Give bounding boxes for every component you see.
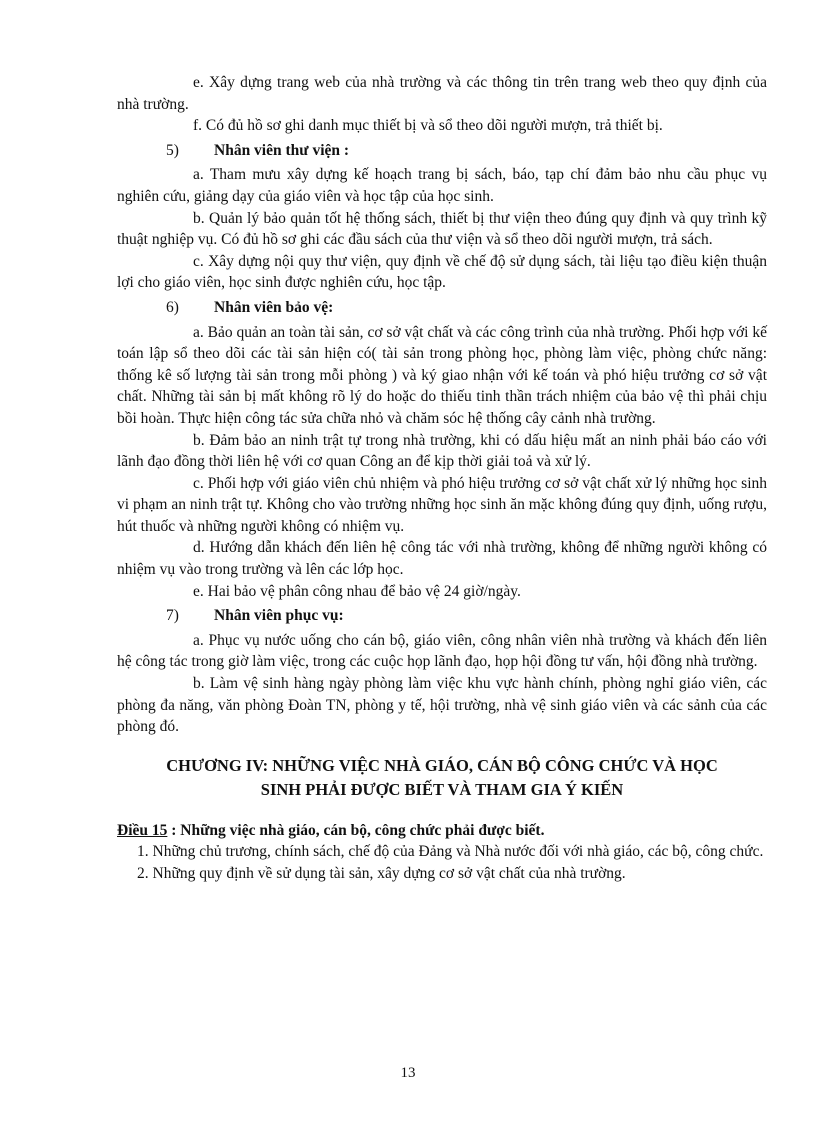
page-number: 13 xyxy=(400,1065,416,1081)
chapter-heading-line: SINH PHẢI ĐƯỢC BIẾT VÀ THAM GIA Ý KIẾN xyxy=(260,779,624,799)
page-content xyxy=(117,72,767,885)
section-title: Nhân viên phục vụ: xyxy=(214,607,344,625)
section-title: Nhân viên thư viện : xyxy=(214,141,350,159)
list-item: 2. Những quy định về sử dụng tài sản, xây dựng cơ sở vật chất của nhà trường. xyxy=(137,865,626,882)
section-number: 5) xyxy=(166,141,179,159)
section-title: Nhân viên bảo vệ: xyxy=(214,298,334,316)
paragraph-item: b. Đảm bảo an ninh trật tự trong nhà trường, khi có dấu hiệu mất an ninh phải báo cáo với lãnh đạo đồng thời liên hệ với cơ quan Công an để kịp thời giải toả và xử lý. xyxy=(117,431,767,471)
paragraph-item: a. Tham mưu xây dựng kế hoạch trang bị sách, báo, tạp chí đảm bảo nhu cầu phục vụ nghiên cứu, giảng dạy của giáo viên và học tập của học sinh. xyxy=(117,166,767,205)
article-heading xyxy=(117,820,767,842)
paragraph-item: c. Xây dựng nội quy thư viện, quy định về chế độ sử dụng sách, tài liệu tạo điều kiện thuận lợi cho giáo viên, học sinh được nghiên cứu, học tập. xyxy=(117,252,767,292)
section-number: 7) xyxy=(166,607,179,625)
paragraph-item-e: e. Xây dựng trang web của nhà trường và các thông tin trên trang web theo quy định của nhà trường. xyxy=(117,74,767,113)
section-heading-5 xyxy=(117,140,767,162)
article-label: Điều 15 xyxy=(117,821,168,839)
paragraph-item: c. Phối hợp với giáo viên chủ nhiệm và phó hiệu trưởng cơ sở vật chất xử lý những học sinh vi phạm an ninh trật tự. Không cho vào trường những học sinh ăn mặc không đúng quy định, uống rượu, hút thuốc và những người không có nhiệm vụ. xyxy=(117,474,767,535)
chapter-heading xyxy=(117,754,767,802)
paragraph-item: b. Quản lý bảo quản tốt hệ thống sách, thiết bị thư viện theo đúng quy định và quy trình kỹ thuật nghiệp vụ. Có đủ hồ sơ ghi các đầu sách của thư viện và sổ theo dõi người mượn, trả sách. xyxy=(117,209,767,249)
section-number: 6) xyxy=(166,298,179,316)
paragraph-item: a. Bảo quản an toàn tài sản, cơ sở vật chất và các công trình của nhà trường. Phối hợp với kế toán lập sổ theo dõi các tài sản hiện có( tài sản trong phòng học, phòng làm việc, phòng chức năng: thống kê số lượng tài sản trong mỗi phòng ) và ký giao nhận với kế toán và phó hiệu trưởng cơ sở vật chất. Những tài sản bị mất không rõ lý do hoặc do thiếu tinh thần trách nhiệm của bảo vệ thì phải chịu bồi hoàn. Thực hiện công tác sửa chữa nhỏ và chăm sóc hệ thống cây cảnh nhà trường. xyxy=(117,323,767,427)
paragraph-item: a. Phục vụ nước uống cho cán bộ, giáo viên, công nhân viên nhà trường và khách đến liên hệ công tác trong giờ làm việc, trong các cuộc họp lãnh đạo, họp hội đồng tư vấn, hội đồng nhà trường. xyxy=(117,631,767,671)
paragraph-item: b. Làm vệ sinh hàng ngày phòng làm việc khu vực hành chính, phòng nghỉ giáo viên, các phòng đa năng, văn phòng Đoàn TN, phòng y tế, hội trường, nhà vệ sinh giáo viên và các sảnh của các phòng đó. xyxy=(117,675,767,736)
paragraph-item-f: f. Có đủ hồ sơ ghi danh mục thiết bị và sổ theo dõi người mượn, trả thiết bị. xyxy=(193,117,663,135)
section-heading-7 xyxy=(117,605,767,627)
list-item: 1. Những chủ trương, chính sách, chế độ của Đảng và Nhà nước đối với nhà giáo, các bộ, công chức. xyxy=(137,843,764,861)
chapter-heading-line: CHƯƠNG IV: NHỮNG VIỆC NHÀ GIÁO, CÁN BỘ CÔNG CHỨC VÀ HỌC xyxy=(166,755,718,775)
paragraph-item: e. Hai bảo vệ phân công nhau để bảo vệ 24 giờ/ngày. xyxy=(193,582,521,600)
paragraph-item: d. Hướng dẫn khách đến liên hệ công tác với nhà trường, không để những người không có nhiệm vụ vào trong trường và lên các lớp học. xyxy=(117,539,767,579)
section-heading-6 xyxy=(117,297,767,319)
article-title: : Những việc nhà giáo, cán bộ, công chức phải được biết. xyxy=(167,821,545,839)
